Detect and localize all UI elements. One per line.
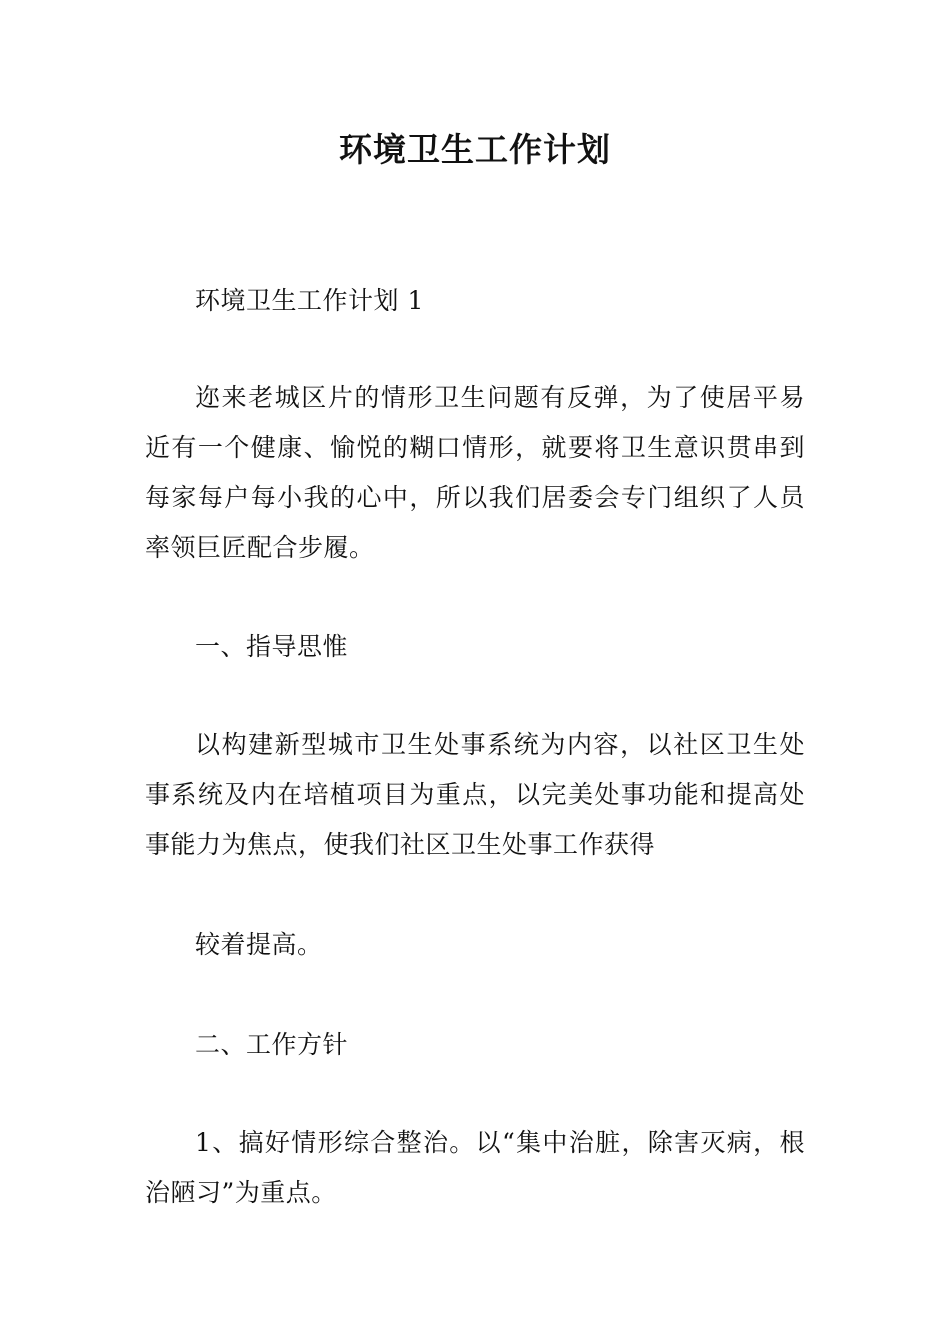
work-policy-item-1: 1、搞好情形综合整治。以“集中治脏，除害灭病，根治陋习”为重点。	[145, 1128, 805, 1207]
intro-paragraph: 迩来老城区片的情形卫生问题有反弹，为了使居平易近有一个健康、愉悦的糊口情形，就要将卫生意识贯串到每家每户每小我的心中，所以我们居委会专门组织了人员率领巨匠配合步履。	[145, 383, 805, 562]
document-title: 环境卫生工作计划	[339, 130, 611, 169]
guiding-thought-paragraph: 以构建新型城市卫生处事系统为内容，以社区卫生处事系统及内在培植项目为重点，以完美处事功能和提高处事能力为焦点，使我们社区卫生处事工作获得	[145, 730, 805, 859]
document-subtitle: 环境卫生工作计划 1	[195, 286, 424, 315]
guiding-thought-continuation: 较着提高。	[195, 930, 323, 959]
section-heading-guiding-thought: 一、指导思惟	[195, 632, 349, 661]
section-heading-work-policy: 二、工作方针	[195, 1030, 349, 1059]
